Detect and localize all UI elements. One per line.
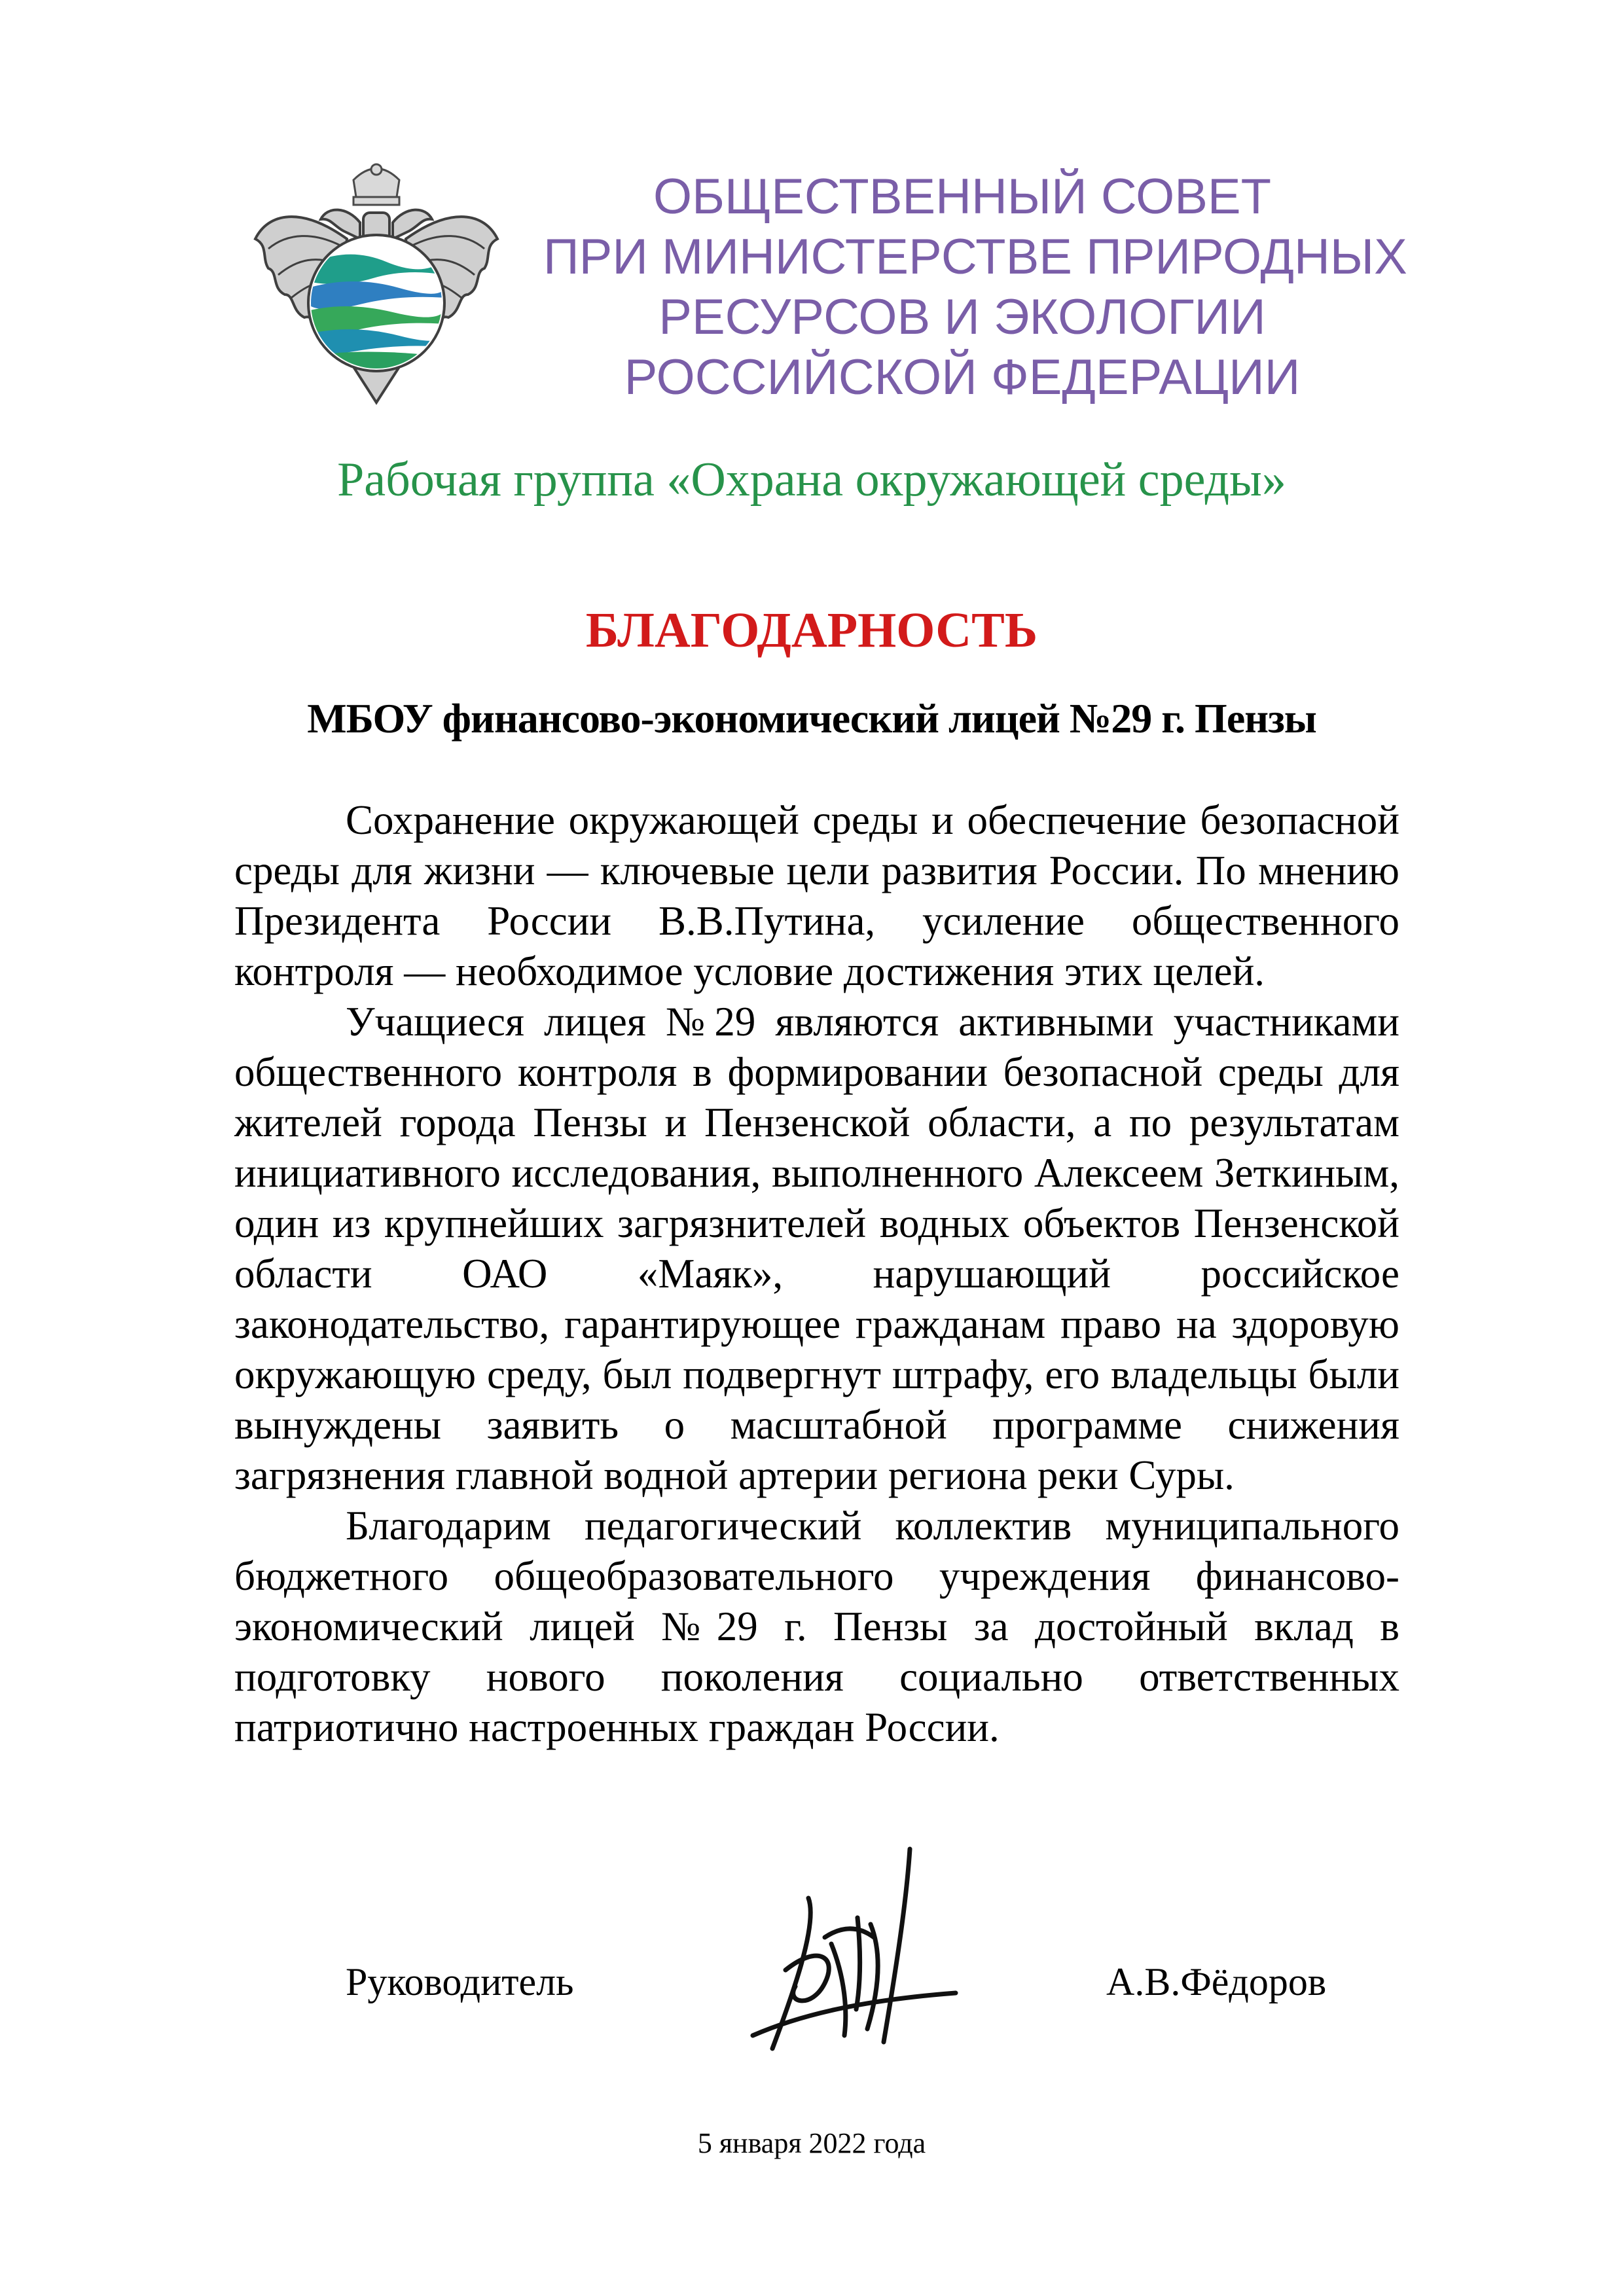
organization-name [543,167,1407,408]
body-paragraph-3: Благодарим педагогический коллектив муниципального бюджетного общеобразовательного учреждения финансово-экономический лицей №29 г. Пензы за достойный вклад в подготовку нового поколения социально ответственных патриотично настроенных граждан России. [234,1503,1399,1750]
org-line-1: ОБЩЕСТВЕННЫЙ СОВЕТ [653,169,1272,224]
org-line-2: ПРИ МИНИСТЕРСТВЕ ПРИРОДНЫХ [543,229,1407,285]
ministry-emblem-icon [249,160,504,409]
body-paragraph-2: Учащиеся лицея №29 являются активными участниками общественного контроля в формировании безопасной среды для жителей города Пензы и Пензенской области, а по результатам инициативного исследования, выполненного Алексеем Зеткиным, один из крупнейших загрязнителей водных объектов Пензенской области ОАО «Маяк», нарушающий российское законодательство, гарантирующее гражданам право на здоровую окружающую среду, был подвергнут штрафу, его владельцы были вынуждены заявить о масштабной программе снижения загрязнения главной водной артерии региона реки Суры. [234,999,1399,1498]
document-date: 5 января 2022 года [697,2127,926,2159]
handwritten-signature-icon [746,1846,982,2062]
document-title: БЛАГОДАРНОСТЬ [585,603,1038,658]
body-paragraph-1: Сохранение окружающей среды и обеспечение безопасной среды для жизни — ключевые цели развития России. По мнению Президента России В.В.Путина, усиление общественного контроля — необходимое условие достижения этих целей. [234,797,1399,994]
signatory-name: А.В.Фёдоров [1106,1960,1327,2003]
working-group-title: Рабочая группа «Охрана окружающей среды» [337,453,1286,507]
recipient-name: МБОУ финансово-экономический лицей №29 г. Пензы [307,695,1316,742]
org-line-4: РОССИЙСКОЙ ФЕДЕРАЦИИ [624,350,1301,405]
letter-body [234,795,1399,1753]
signatory-position: Руководитель [346,1960,574,2003]
org-line-3: РЕСУРСОВ И ЭКОЛОГИИ [659,289,1266,345]
